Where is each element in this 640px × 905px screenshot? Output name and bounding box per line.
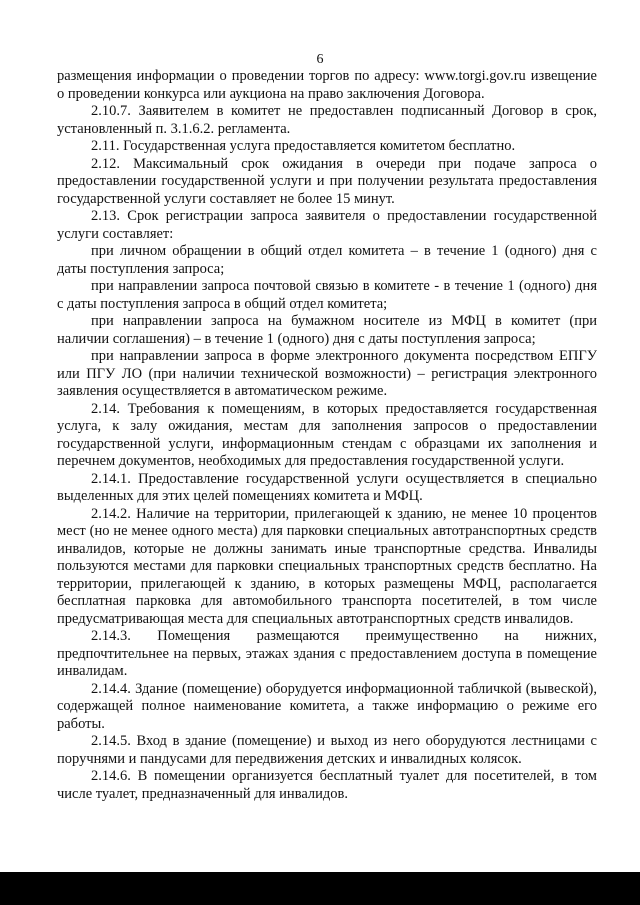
paragraph: при направлении запроса почтовой связью в комитете - в течение 1 (одного) дня с даты поступления запроса в общий отдел комитета; bbox=[57, 278, 597, 312]
paragraph: 2.14.6. В помещении организуется бесплатный туалет для посетителей, в том числе туалет, предназначенный для инвалидов. bbox=[57, 768, 597, 802]
paragraph: 2.12. Максимальный срок ожидания в очереди при подаче запроса о предоставлении государственной услуги и при получении результата предоставления государственной услуги составляет не более 15 минут. bbox=[57, 155, 597, 207]
page-number: 6 bbox=[316, 52, 324, 67]
paragraph: 2.14.5. Вход в здание (помещение) и выход из него оборудуются лестницами с поручнями и пандусами для передвижения детских и инвалидных колясок. bbox=[57, 733, 597, 767]
paragraph: 2.13. Срок регистрации запроса заявителя о предоставлении государственной услуги составляет: bbox=[57, 208, 597, 242]
paragraph: размещения информации о проведении торгов по адресу: www.torgi.gov.ru извещение о проведении конкурса или аукциона на право заключения Договора. bbox=[57, 68, 597, 102]
paragraph: 2.14.4. Здание (помещение) оборудуется информационной табличкой (вывеской), содержащей полное наименование комитета, а также информацию о режиме его работы. bbox=[57, 680, 597, 732]
paragraph: 2.10.7. Заявителем в комитет не предоставлен подписанный Договор в срок, установленный п. 3.1.6.2. регламента. bbox=[57, 103, 597, 137]
scan-border-bar bbox=[0, 872, 640, 905]
document-body bbox=[57, 68, 597, 803]
paragraph: при направлении запроса в форме электронного документа посредством ЕПГУ или ПГУ ЛО (при наличии технической возможности) – регистрация электронного заявления осуществляется в автоматическом режиме. bbox=[57, 348, 597, 399]
paragraph: 2.14.1. Предоставление государственной услуги осуществляется в специально выделенных для этих целей помещениях комитета и МФЦ. bbox=[57, 470, 597, 504]
paragraph: 2.14.2. Наличие на территории, прилегающей к зданию, не менее 10 процентов мест (но не менее одного места) для парковки специальных автотранспортных средств инвалидов, которые не должны занимать иные транспортные средства. Инвалиды пользуются местами для парковки специальных транспортных средств бесплатно. На территории, прилегающей к зданию, в которых размещены МФЦ, располагается бесплатная парковка для автомобильного транспорта посетителей, в том числе предусматривающая места для специальных автотранспортных средств инвалидов. bbox=[57, 505, 597, 627]
paragraph: при направлении запроса на бумажном носителе из МФЦ в комитет (при наличии соглашения) – в течение 1 (одного) дня с даты поступления запроса; bbox=[57, 313, 597, 347]
paragraph: при личном обращении в общий отдел комитета – в течение 1 (одного) дня с даты поступления запроса; bbox=[57, 243, 597, 277]
paragraph: 2.14.3. Помещения размещаются преимущественно на нижних, предпочтительнее на первых, этажах здания с предоставлением доступа в помещение инвалидам. bbox=[57, 628, 597, 679]
paragraph: 2.11. Государственная услуга предоставляется комитетом бесплатно. bbox=[91, 138, 516, 154]
paragraph: 2.14. Требования к помещениям, в которых предоставляется государственная услуга, к залу ожидания, местам для заполнения запросов о предоставлении государственной услуги, информационным стендам с образцами их заполнения и перечнем документов, необходимых для предоставления государственной услуги. bbox=[57, 400, 597, 469]
